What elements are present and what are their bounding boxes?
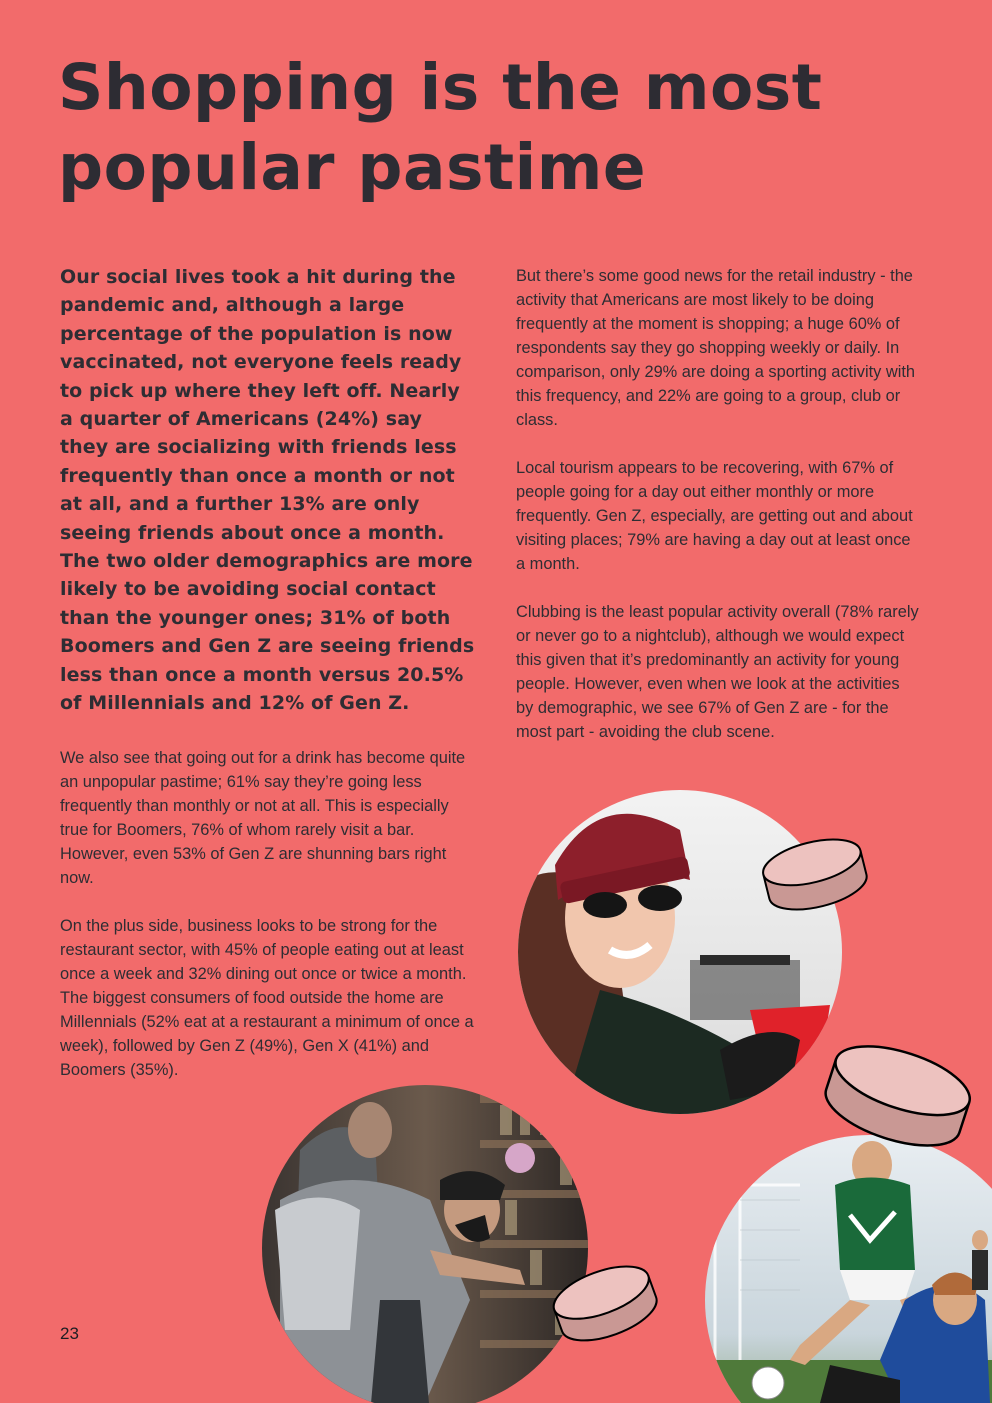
lead-paragraph: Our social lives took a hit during the pandemic and, although a large percentage of the population is now vaccinated, not everyone feels ready to pick up where they left off. Nearly a quarter of Americans (24%) say they are socializing with friends less frequently than once a month or not at all, and a further 13% are only seeing friends about once a month. The two older demographics are more likely to be avoiding social contact than the younger ones; 31% of both Boomers and Gen Z are seeing friends less than once a month versus 20.5% of Millennials and 12% of Gen Z. (60, 266, 475, 715)
page-title-line-2: popular pastime (58, 131, 647, 204)
page-title-line-1: Shopping is the most (58, 51, 823, 124)
body-paragraph-tourism: Local tourism appears to be recovering, with 67% of people going for a day out either monthly or more frequently. Gen Z, especially, are getting out and about visiting places; 79% are having a day out at least once a month. (516, 459, 913, 573)
body-paragraph-shopping: But there’s some good news for the retail industry - the activity that Americans are most likely to be doing frequently at the moment is shopping; a huge 60% of respondents say they go shopping weekly or daily. In comparison, only 29% are doing a sporting activity with this frequency, and 22% are going to a group, club or class. (516, 267, 916, 429)
man-shopping-supermarket-photo (260, 1085, 590, 1403)
body-paragraph-clubbing: Clubbing is the least popular activity overall (78% rarely or never go to a nightclub), although we would expect this given that it’s predominantly an activity for young people. However, even when we look at the activities by demographic, we see 67% of Gen Z are - for the most part - avoiding the club scene. (516, 603, 919, 741)
football-players-photo (700, 1130, 992, 1403)
page-number: 23 (60, 1324, 79, 1343)
body-paragraph-restaurants: On the plus side, business looks to be strong for the restaurant sector, with 45% of people eating out at least once a week and 32% dining out once or twice a month. The biggest consumers of food outside the home are Millennials (52% eat at a restaurant a minimum of once a week), followed by Gen Z (49%), Gen X (41%) and Boomers (35%). (60, 916, 474, 1079)
woman-with-red-cup-photo (510, 785, 850, 1125)
body-paragraph-drinks: We also see that going out for a drink has become quite an unpopular pastime; 61% say they’re going less frequently than monthly or not at all. This is especially true for Boomers, 76% of whom rarely visit a bar. However, even 53% of Gen Z are shunning bars right now. (60, 748, 466, 887)
